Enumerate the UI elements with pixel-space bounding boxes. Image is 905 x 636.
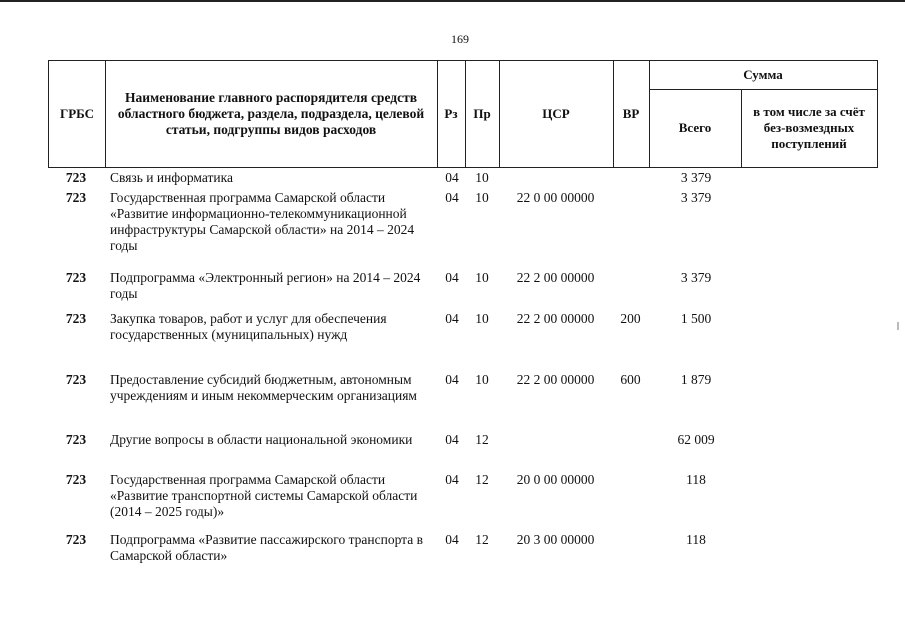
cell-name: Подпрограмма «Развитие пассажирского транспорта в Самарской области» — [110, 532, 423, 563]
cell-vr: 200 — [620, 311, 641, 326]
cell-grbs: 723 — [65, 372, 87, 387]
cell-total: 1 500 — [680, 311, 712, 326]
cell-rz: 04 — [445, 432, 459, 447]
cell-pr: 12 — [475, 432, 489, 447]
header-divider — [105, 61, 106, 167]
cell-rz: 04 — [445, 311, 459, 326]
cell-name: Закупка товаров, работ и услуг для обеспечения государственных (муниципальных) нужд — [110, 311, 387, 342]
cell-rz: 04 — [445, 190, 459, 205]
cell-name: Подпрограмма «Электронный регион» на 2014 – 2024 годы — [110, 270, 421, 301]
cell-pr: 12 — [475, 532, 489, 547]
cell-grbs: 723 — [65, 532, 87, 547]
cell-grbs: 723 — [65, 270, 87, 285]
cell-name: Предоставление субсидий бюджетным, автономным учреждениям и иным некоммерческим организациям — [110, 372, 417, 403]
cell-csr: 20 3 00 00000 — [516, 532, 595, 547]
cell-name: Связь и информатика — [110, 170, 233, 185]
cell-name: Государственная программа Самарской области «Развитие информационно-телекоммуникационной инфраструктуры Самарской области» на 2014 – 2024 годы — [110, 190, 415, 253]
cell-pr: 10 — [475, 372, 489, 387]
cell-total: 1 879 — [680, 372, 712, 387]
header-csr: ЦСР — [542, 106, 570, 121]
cell-rz: 04 — [445, 472, 459, 487]
cell-total: 118 — [686, 472, 706, 487]
header-incl-free: в том числе за счёт без-возмездных поступлений — [753, 104, 865, 151]
scan-artifact — [897, 322, 899, 330]
cell-rz: 04 — [445, 372, 459, 387]
cell-grbs: 723 — [65, 170, 87, 185]
cell-pr: 10 — [475, 170, 489, 185]
cell-pr: 10 — [475, 190, 489, 205]
cell-total: 118 — [686, 532, 706, 547]
cell-total: 3 379 — [680, 270, 712, 285]
top-border — [0, 0, 905, 2]
cell-total: 3 379 — [680, 170, 712, 185]
cell-csr: 20 0 00 00000 — [516, 472, 595, 487]
cell-rz: 04 — [445, 532, 459, 547]
header-grbs: ГРБС — [59, 106, 95, 121]
header-rz: Рз — [444, 106, 458, 121]
cell-rz: 04 — [445, 270, 459, 285]
cell-total: 62 009 — [677, 432, 715, 447]
header-sum: Сумма — [743, 67, 783, 82]
cell-pr: 10 — [475, 311, 489, 326]
cell-grbs: 723 — [65, 311, 87, 326]
cell-csr: 22 2 00 00000 — [516, 372, 595, 387]
cell-csr: 22 0 00 00000 — [516, 190, 595, 205]
cell-total: 3 379 — [680, 190, 712, 205]
header-divider — [741, 89, 742, 167]
cell-grbs: 723 — [65, 472, 87, 487]
cell-grbs: 723 — [65, 190, 87, 205]
cell-vr: 600 — [620, 372, 641, 387]
cell-pr: 10 — [475, 270, 489, 285]
page-number: 169 — [451, 32, 469, 46]
cell-grbs: 723 — [65, 432, 87, 447]
header-pr: Пр — [473, 106, 491, 121]
cell-csr: 22 2 00 00000 — [516, 311, 595, 326]
header-name: Наименование главного распорядителя средств областного бюджета, раздела, подраздела, целевой статьи, подгруппы видов расходов — [117, 90, 425, 137]
cell-csr: 22 2 00 00000 — [516, 270, 595, 285]
header-total: Всего — [678, 120, 712, 135]
header-vr: ВР — [622, 106, 640, 121]
cell-name: Другие вопросы в области национальной экономики — [110, 432, 413, 447]
cell-rz: 04 — [445, 170, 459, 185]
table-header — [48, 60, 878, 168]
cell-pr: 12 — [475, 472, 489, 487]
cell-name: Государственная программа Самарской области «Развитие транспортной системы Самарской области (2014 – 2025 годы)» — [110, 472, 418, 519]
